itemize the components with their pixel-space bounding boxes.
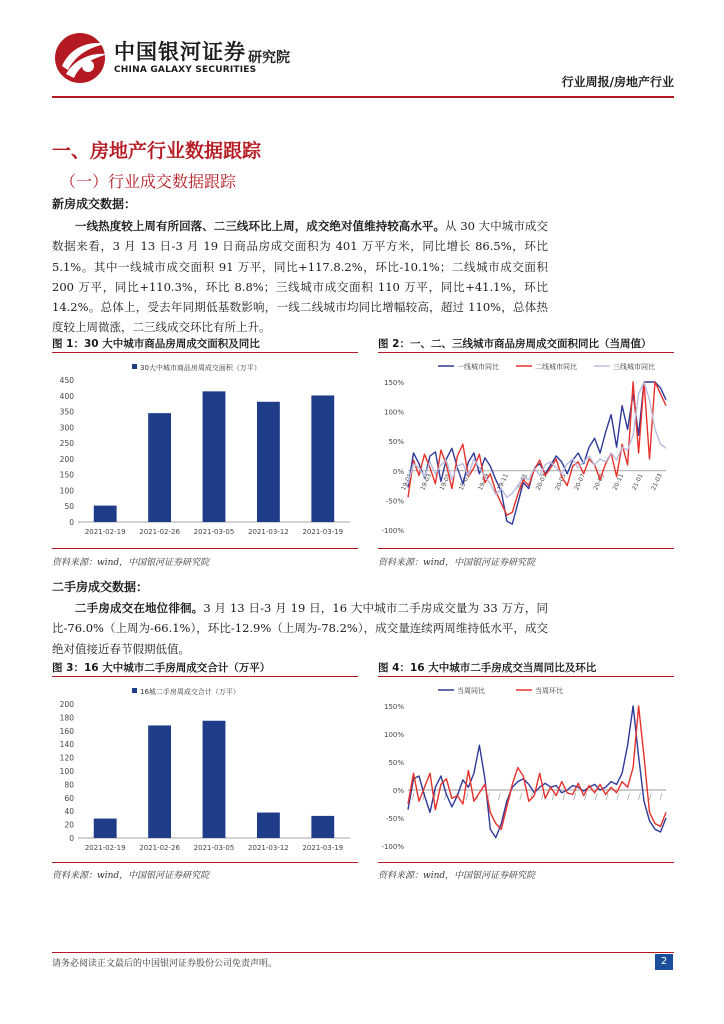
new-house-paragraph: [52, 216, 548, 338]
fig4-ytick-2: 0%: [392, 787, 404, 795]
fig1-ytick-5: 250: [59, 439, 74, 449]
fig3-legend-label: 16城二手房周成交合计（万平）: [140, 688, 240, 696]
brand-institute: 研究院: [248, 50, 290, 66]
fig4-xtick-mark-10: [520, 793, 522, 800]
fig2-ytick-0: -100%: [381, 527, 404, 535]
fig3-ytick-8: 160: [59, 726, 74, 736]
fig1-caption-rule: [52, 352, 358, 353]
report-header: [52, 30, 674, 96]
fig2-xtick-12: 21-01: [630, 472, 645, 492]
fig3-bar-3: [257, 813, 280, 838]
fig3-ytick-9: 180: [59, 713, 74, 723]
fig1-ytick-2: 100: [59, 486, 74, 496]
fig2-caption-rule: [378, 352, 674, 353]
fig2-xtick-2: 19-05: [438, 472, 453, 492]
footer-divider: [52, 952, 674, 953]
fig3-bar-0: [94, 819, 117, 838]
fig2-ytick-5: 150%: [383, 379, 404, 387]
new-house-body: 从 30 大中城市成交数据来看，3 月 13 日-3 月 19 日商品房成交面积为 401 万平方米，同比增长 86.5%，环比 5.1%。其中一线城市成交面积 91 万平，同比+117.8.2%，环比-10.1%；二线城市成交面积 200 万平，同比+110.3%，环比 8.8%；三线城市成交面积 110 万平，同比+41.1%，环比 14.2%。总体上，受去年同期低基数影响，一线二线城市均同比增幅较高，超过 110%，总体热度较上周微涨，二三线成交环比有所上升。: [52, 219, 549, 335]
fig2-xtick-4: 19-09: [477, 472, 491, 492]
fig2-legend-label-0: 一线城市同比: [457, 363, 499, 371]
fig2-ytick-4: 100%: [383, 408, 404, 417]
fig4-xtick-mark-15: [574, 793, 576, 800]
fig3-ytick-6: 120: [59, 753, 74, 763]
fig4-xtick-mark-14: [563, 793, 565, 800]
second-house-paragraph: [52, 598, 548, 659]
fig3-ytick-1: 20: [64, 820, 74, 830]
report-type: 行业周报/房地产行业: [561, 75, 674, 89]
fig4-xtick-mark-19: [617, 793, 619, 800]
fig2-xtick-11: 20-11: [611, 472, 626, 492]
fig2-ytick-3: 50%: [388, 438, 404, 447]
second-house-label: 二手房成交数据：: [52, 580, 149, 594]
fig2-legend-label-2: 三线城市同比: [613, 363, 655, 371]
section-title: 一、房地产行业数据跟踪: [52, 140, 262, 162]
fig2-chart: [378, 356, 674, 542]
fig4-xtick-mark-0: [412, 793, 414, 800]
fig3-source-rule: [52, 862, 358, 863]
fig3-bar-1: [148, 725, 171, 838]
galaxy-logo-icon: [52, 30, 112, 84]
fig1-bar-2: [203, 391, 226, 522]
fig4-ytick-0: -100%: [381, 843, 404, 851]
fig1-bar-3: [257, 402, 280, 522]
fig1-ytick-6: 300: [59, 423, 74, 433]
fig1-ytick-4: 200: [59, 454, 74, 464]
fig3-ytick-3: 60: [64, 793, 74, 803]
fig2-xtick-1: 19-03: [419, 472, 434, 492]
fig4-series-1: [408, 706, 666, 829]
fig4-xtick-mark-20: [628, 793, 630, 800]
fig3-chart: [52, 680, 358, 858]
fig4-xtick-mark-22: [649, 793, 651, 800]
fig2-xtick-10: 20-09: [592, 472, 607, 492]
fig4-ytick-1: -50%: [385, 815, 404, 823]
fig1-bar-0: [94, 506, 117, 522]
fig1-legend-swatch: [132, 364, 137, 369]
fig2-source-rule: [378, 548, 674, 549]
fig4-series-0: [408, 706, 666, 838]
fig1-xtick-0: 2021-02-19: [84, 528, 126, 536]
fig1-ytick-8: 400: [59, 391, 74, 401]
fig4-xtick-mark-5: [466, 793, 468, 800]
fig3-source: 资料来源：wind，中国银河证券研究院: [52, 871, 210, 881]
fig2-xtick-0: 19-01: [400, 472, 414, 492]
fig4-xtick-mark-12: [541, 793, 543, 800]
fig1-bar-1: [148, 413, 171, 522]
fig2-legend-label-1: 二线城市同比: [535, 363, 577, 371]
fig3-caption-rule: [52, 676, 358, 677]
fig2-xtick-9: 20-07: [573, 472, 587, 492]
fig1-ytick-3: 150: [59, 470, 74, 480]
footer-disclaimer: 请务必阅读正文最后的中国银河证券股份公司免责声明。: [52, 959, 278, 969]
fig2-xtick-8: 20-05: [553, 472, 568, 492]
fig4-xtick-mark-13: [552, 793, 554, 800]
fig2-source: 资料来源：wind，中国银河证券研究院: [378, 558, 536, 568]
brand-name-en: CHINA GALAXY SECURITIES: [114, 65, 257, 75]
fig3-xtick-2: 2021-03-05: [193, 844, 235, 852]
fig3-ytick-10: 200: [59, 700, 74, 709]
fig3-ytick-0: 0: [69, 834, 74, 843]
fig1-ytick-7: 350: [59, 407, 74, 417]
fig3-ytick-2: 40: [64, 807, 74, 817]
second-house-body: 3 月 13 日-3 月 19 日，16 大中城市二手房成交量为 33 万方，同比-76.0%（上周为-66.1%），环比-12.9%（上周为-78.2%），成交量连续两周维持低水平，成交绝对值接近春节假期低值。: [52, 601, 549, 656]
fig3-xtick-0: 2021-02-19: [84, 844, 126, 852]
fig4-source-rule: [378, 862, 674, 863]
fig4-ytick-4: 100%: [383, 731, 404, 739]
fig1-legend-label: 30大中城市商品房周成交面积（万平）: [140, 364, 261, 372]
header-divider: [52, 96, 674, 98]
new-house-lead: 一线热度较上周有所回落、二三线环比上周，成交绝对值维持较高水平。: [75, 219, 446, 233]
fig4-caption-rule: [378, 676, 674, 677]
fig2-series-0: [408, 382, 666, 524]
fig4-xtick-mark-8: [498, 793, 500, 800]
fig2-xtick-13: 21-03: [650, 472, 664, 492]
fig1-source: 资料来源：wind，中国银河证券研究院: [52, 558, 210, 568]
fig3-xtick-4: 2021-03-19: [302, 844, 344, 852]
fig4-xtick-mark-23: [660, 793, 662, 800]
fig3-bar-4: [311, 816, 334, 838]
fig1-ytick-1: 50: [64, 502, 74, 512]
fig1-xtick-4: 2021-03-19: [302, 528, 344, 536]
fig1-caption: 图 1：30 大中城市商品房周成交面积及同比: [52, 338, 260, 350]
page-number: 2: [655, 954, 673, 970]
fig3-ytick-7: 140: [59, 740, 74, 750]
fig4-source: 资料来源：wind，中国银河证券研究院: [378, 871, 536, 881]
fig2-caption: 图 2：一、二、三线城市商品房周成交面积同比（当周值）: [378, 338, 652, 350]
fig2-xtick-6: 20-01: [515, 472, 530, 492]
fig3-bar-2: [203, 721, 226, 838]
fig4-legend-label-0: 当周同比: [457, 687, 485, 695]
fig4-ytick-5: 150%: [383, 703, 404, 711]
fig1-xtick-3: 2021-03-12: [248, 528, 289, 536]
fig2-series-1: [408, 382, 666, 515]
fig1-ytick-0: 0: [69, 518, 74, 527]
fig4-xtick-mark-21: [638, 793, 640, 800]
fig2-ytick-2: 0%: [392, 467, 404, 476]
new-house-label: 新房成交数据：: [52, 197, 137, 211]
fig1-bar-4: [311, 395, 334, 522]
fig1-xtick-2: 2021-03-05: [193, 528, 235, 536]
fig1-chart: [52, 356, 358, 542]
fig4-legend-label-1: 当周环比: [535, 687, 563, 695]
fig4-chart: [378, 680, 674, 858]
fig3-ytick-5: 100: [59, 767, 74, 776]
fig2-xtick-3: 19-07: [457, 472, 472, 492]
second-house-lead: 二手房成交在地位徘徊。: [75, 601, 204, 615]
fig3-xtick-1: 2021-02-26: [139, 844, 180, 852]
fig1-source-rule: [52, 548, 358, 549]
fig2-xtick-5: 19-11: [496, 472, 510, 492]
section-subtitle: （一）行业成交数据跟踪: [60, 172, 237, 191]
fig3-caption: 图 3：16 大中城市二手房周成交合计（万平）: [52, 662, 271, 674]
fig3-xtick-3: 2021-03-12: [248, 844, 289, 852]
fig1-ytick-9: 450: [59, 376, 74, 385]
fig2-ytick-1: -50%: [385, 497, 404, 506]
fig4-ytick-3: 50%: [388, 759, 404, 767]
fig4-caption: 图 4：16 大中城市二手房成交当周同比及环比: [378, 662, 597, 674]
fig4-xtick-mark-17: [595, 793, 597, 800]
fig3-legend-swatch: [132, 688, 137, 693]
fig1-xtick-1: 2021-02-26: [139, 528, 180, 536]
brand-name-cn: 中国银河证券: [114, 40, 246, 64]
fig3-ytick-4: 80: [64, 780, 74, 790]
fig2-xtick-7: 20-03: [534, 472, 549, 492]
